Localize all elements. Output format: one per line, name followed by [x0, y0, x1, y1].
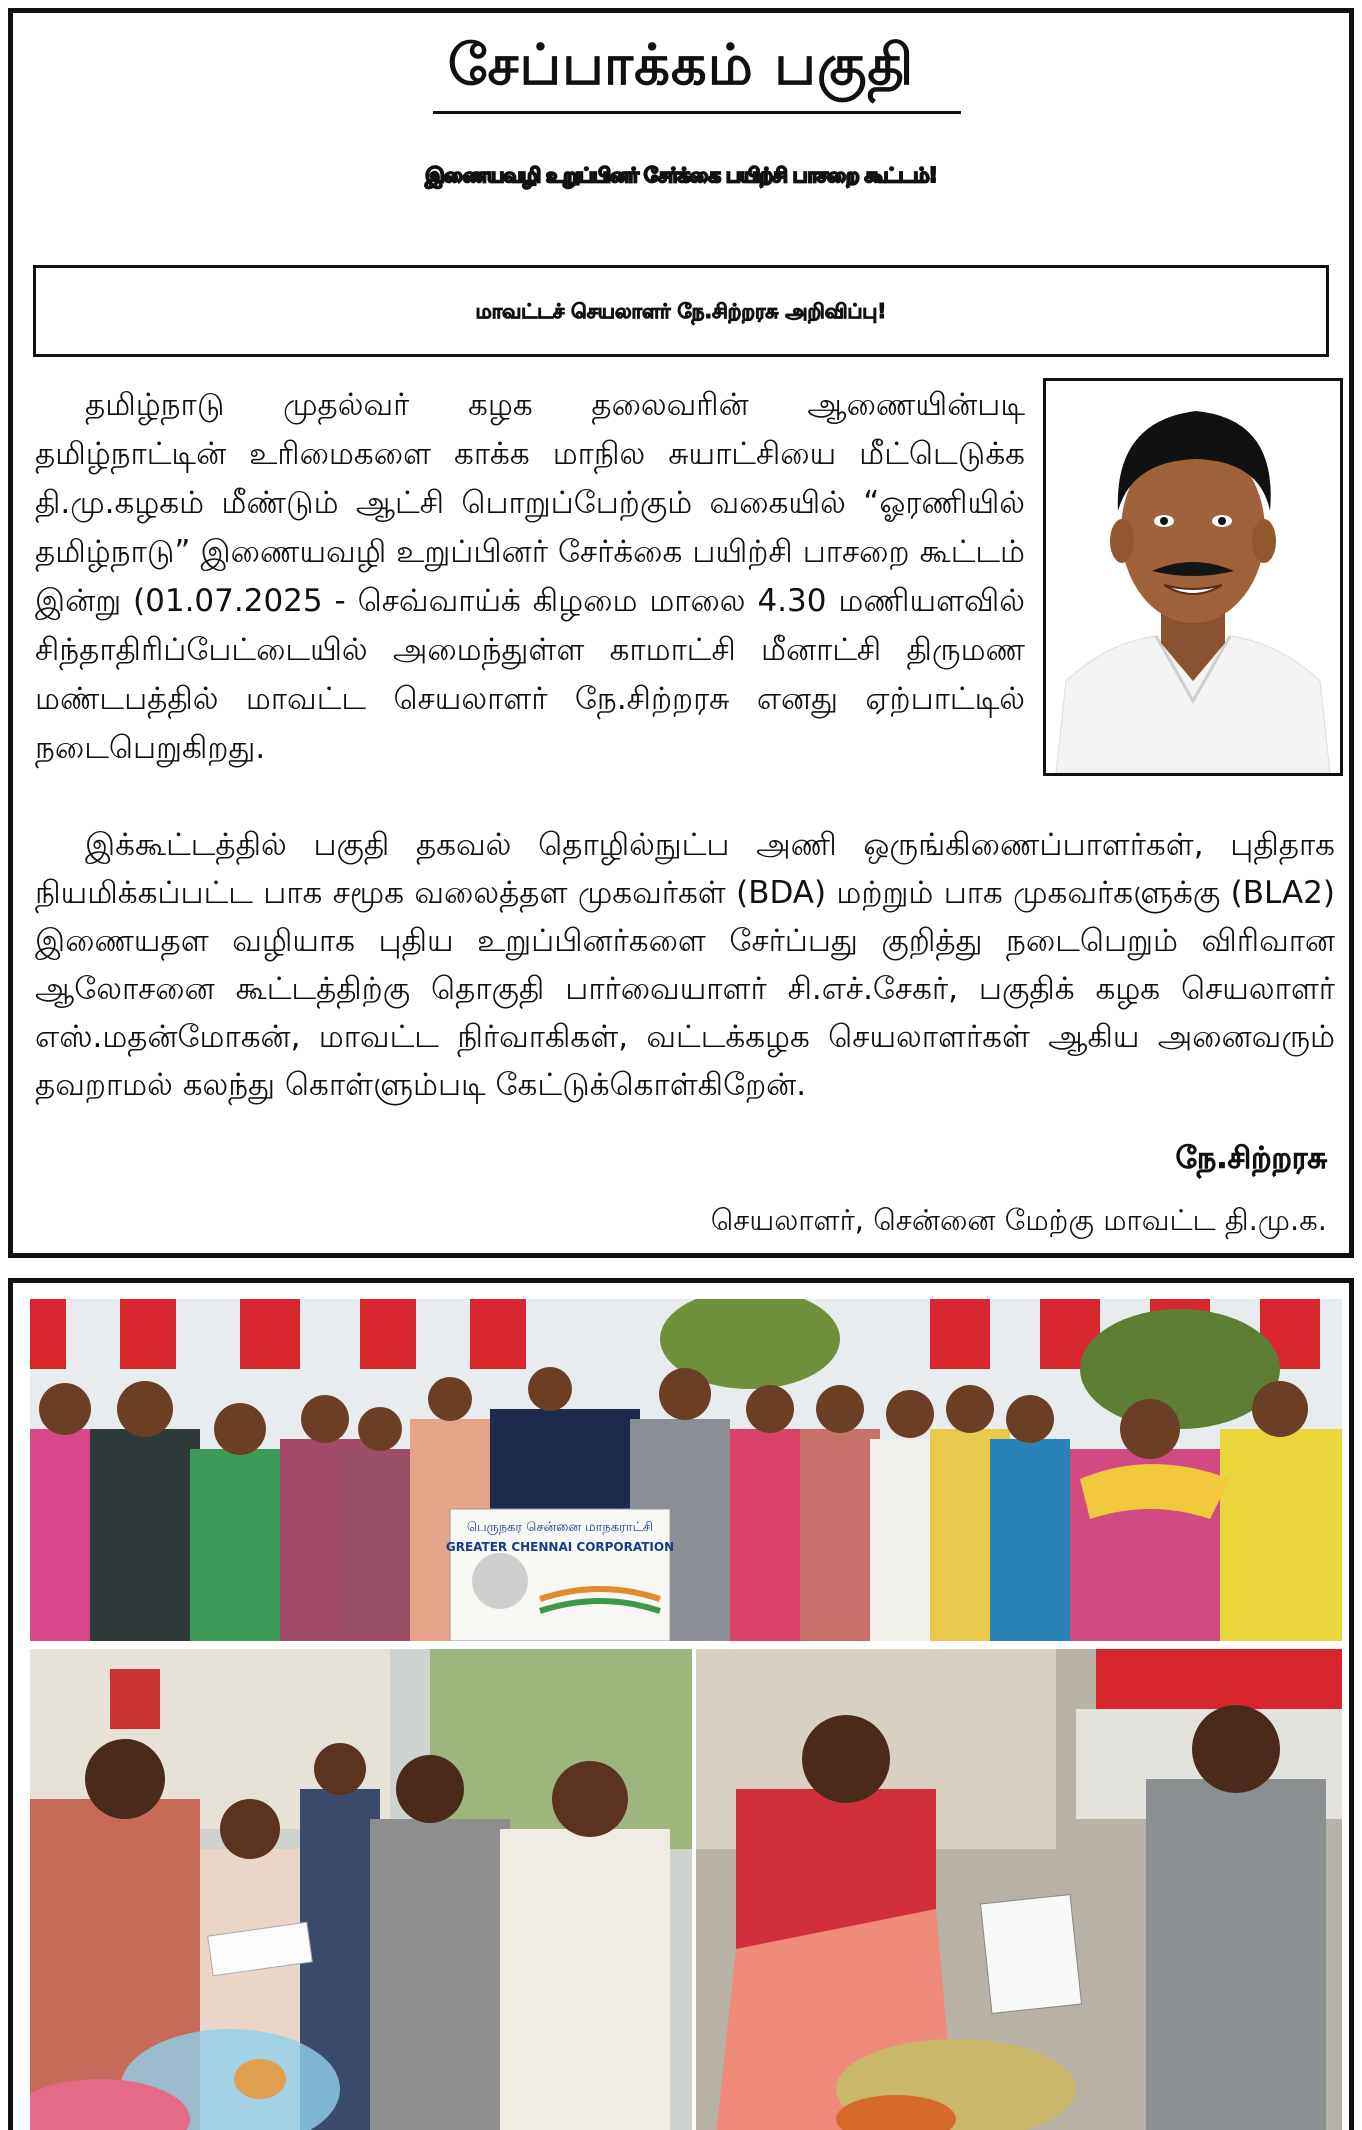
group-photo [30, 1299, 1342, 1641]
signer-name: நே.சிற்றரசு [1175, 1141, 1327, 1176]
locality-title: சேப்பாக்கம் பகுதி [447, 33, 915, 98]
vendor-scene-left [30, 1649, 692, 2130]
portrait-photo [1046, 381, 1340, 773]
secretary-portrait [1043, 378, 1343, 776]
body-paragraph-1: தமிழ்நாடு முதல்வர் கழக தலைவரின் ஆணையின்படி தமிழ்நாட்டின் உரிமைகளை காக்க மாநில சுயாட்சியை மீட்டெடுக்க தி.மு.கழகம் மீண்டும் ஆட்சி பொறுப்பேற்கும் வகையில் “ஓரணியில் தமிழ்நாடு” இணையவழி உறுப்பினர் சேர்க்கை பயிற்சி பாசறை கூட்டம் இன்று (01.07.2025 - செவ்வாய்க் கிழமை மாலை 4.30 மணியளவில் சிந்தாதிரிப்பேட்டையில் அமைந்துள்ள காமாட்சி மீனாட்சி திருமண மண்டபத்தில் மாவட்ட செயலாளர் நே.சிற்றரசு எனது ஏற்பாட்டில் நடைபெறுகிறது. [35, 387, 1025, 766]
vendor-outreach-photo-left [30, 1649, 692, 2130]
title-underline [433, 111, 961, 114]
group-photo-scene [30, 1299, 1342, 1641]
body-paragraph-2: இக்கூட்டத்தில் பகுதி தகவல் தொழில்நுட்ப அணி ஒருங்கிணைப்பாளர்கள், புதிதாக நியமிக்கப்பட்ட பாக சமூக வலைத்தள முகவர்கள் (BDA) மற்றும் பாக முகவர்களுக்கு (BLA2) இணையதள வழியாக புதிய உறுப்பினர்களை சேர்ப்பது குறித்து நடைபெறும் விரிவான ஆலோசனை கூட்டத்திற்கு தொகுதி பார்வையாளர் சி.எச்.சேகர், பகுதிக் கழக செயலாளர் எஸ்.மதன்மோகன், மாவட்ட நிர்வாகிகள், வட்டக்கழக செயலாளர்கள் ஆகிய அனைவரும் தவறாமல் கலந்து கொள்ளும்படி கேட்டுக்கொள்கிறேன். [35, 827, 1335, 1103]
corporation-banner [446, 1509, 674, 1641]
subheadline-box: மாவட்டச் செயலாளர் நே.சிற்றரசு அறிவிப்பு! [33, 265, 1329, 357]
headline: இணையவழி உறுப்பினர் சேர்க்கை பயிற்சி பாசறை கூட்டம்! [425, 163, 937, 187]
banner-english-text: GREATER CHENNAI CORPORATION [445, 1540, 675, 1554]
banner-tamil-text: பெருநகர சென்னை மாநகராட்சி [466, 1520, 654, 1535]
signer-title: செயலாளர், சென்னை மேற்கு மாவட்ட தி.மு.க. [710, 1203, 1327, 1237]
vendor-scene-right [696, 1649, 1342, 2130]
event-photo-collage [8, 1278, 1354, 2130]
announcement-box [8, 8, 1354, 1258]
vendor-outreach-photo-right [696, 1649, 1342, 2130]
